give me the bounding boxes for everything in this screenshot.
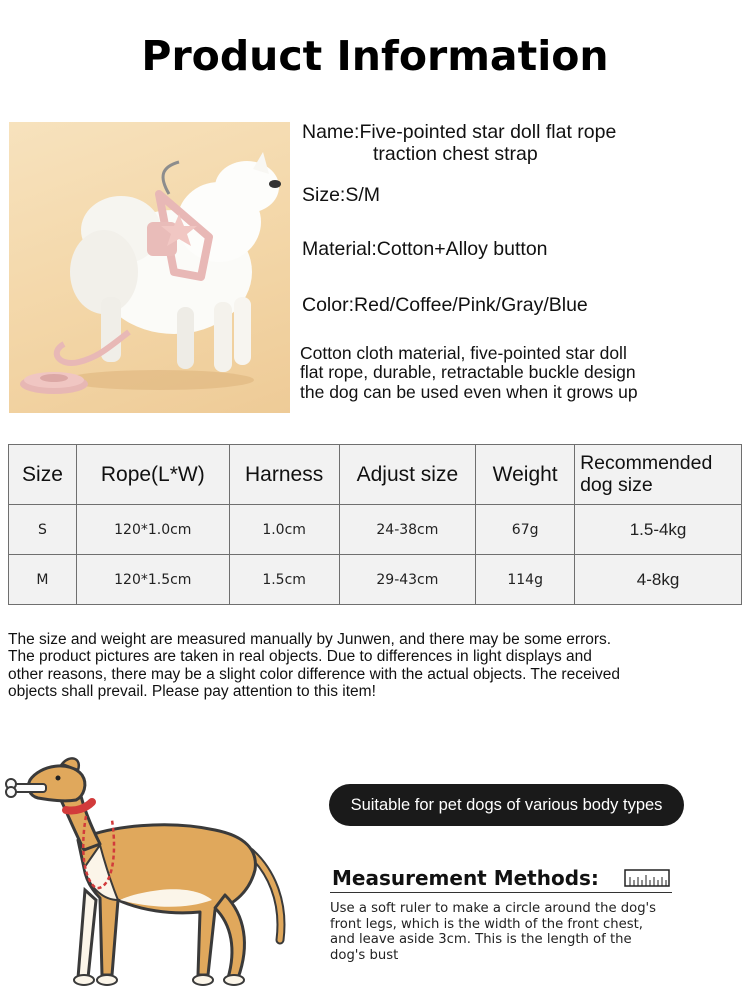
page-title: Product Information (141, 32, 609, 80)
spec-name-line2: traction chest strap (373, 143, 538, 166)
measurement-line: and leave aside 3cm. This is the length of the (330, 932, 632, 948)
measurement-line: Use a soft ruler to make a circle around the dog's (330, 901, 657, 916)
body-types-badge: Suitable for pet dogs of various body types (329, 784, 684, 826)
cell-rope: 120*1.5cm (76, 555, 229, 605)
header-recommended-line1: Recommended (580, 452, 713, 475)
disclaimer-text (8, 631, 746, 700)
disclaimer-line: The product pictures are taken in real objects. Due to differences in light displays and (8, 648, 592, 666)
header-recommended-line2: dog size (580, 473, 653, 496)
header-rope: Rope(L*W) (76, 445, 229, 505)
cell-recommended: 4-8kg (575, 555, 742, 605)
disclaimer-line: other reasons, there may be a slight color difference with the actual objects. The received (8, 665, 621, 683)
spec-material: Material:Cotton+Alloy button (302, 238, 548, 260)
description-line: flat rope, durable, retractable buckle design (300, 362, 636, 383)
cell-adjust-size: 29-43cm (339, 555, 476, 605)
header-harness: Harness (229, 445, 339, 505)
cell-size: S (9, 505, 77, 555)
cell-weight: 67g (476, 505, 575, 555)
cell-size: M (9, 555, 77, 605)
disclaimer-line: The size and weight are measured manually by Junwen, and there may be some errors. (8, 631, 612, 648)
ruler-icon (624, 869, 670, 887)
measurement-title: Measurement Methods: (332, 866, 599, 890)
cell-weight: 114g (476, 555, 575, 605)
description-line: Cotton cloth material, five-pointed star doll (300, 343, 627, 363)
size-table (8, 444, 742, 605)
spec-name-line1: Five-pointed star doll flat rope (359, 121, 617, 143)
header-size: Size (9, 445, 77, 505)
measurement-divider (330, 892, 672, 893)
product-photo (9, 122, 290, 413)
header-adjust-size: Adjust size (339, 445, 476, 505)
cell-adjust-size: 24-38cm (339, 505, 476, 555)
spec-name (302, 121, 616, 166)
measurement-instructions (330, 901, 690, 963)
table-row (9, 555, 742, 605)
table-row (9, 505, 742, 555)
description-line: the dog can be used even when it grows up (300, 381, 638, 402)
cell-harness: 1.5cm (229, 555, 339, 605)
spec-size: Size:S/M (302, 184, 381, 206)
table-header-row (9, 445, 742, 505)
cell-harness: 1.0cm (229, 505, 339, 555)
greyhound-illustration (0, 740, 300, 1003)
spec-name-label: Name: (302, 121, 360, 143)
cell-rope: 120*1.0cm (76, 505, 229, 555)
header-weight: Weight (476, 445, 575, 505)
header-recommended-dog-size (575, 445, 742, 505)
disclaimer-line: objects shall prevail. Please pay attention to this item! (8, 683, 376, 701)
measurement-line: dog's bust (330, 947, 399, 963)
spec-color: Color:Red/Coffee/Pink/Gray/Blue (302, 294, 588, 316)
measurement-line: front legs, which is the width of the front chest, (330, 916, 643, 932)
cell-recommended: 1.5-4kg (575, 505, 742, 555)
product-description (300, 344, 720, 402)
